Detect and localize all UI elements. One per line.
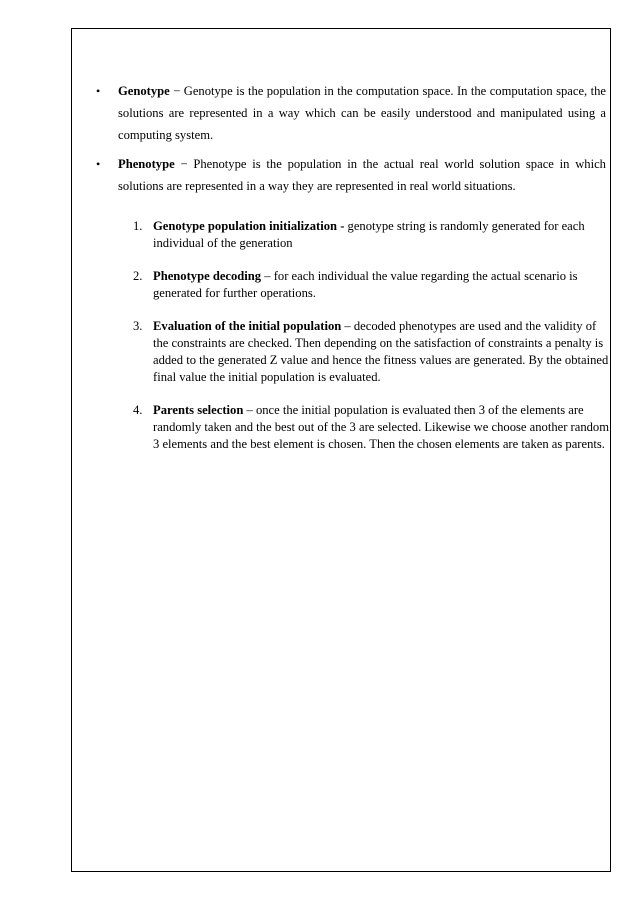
step-term: Parents selection: [153, 403, 244, 417]
step-term: Genotype population initialization: [153, 219, 338, 233]
bullet-icon: •: [96, 157, 101, 171]
separator: –: [261, 269, 274, 283]
term-genotype: Genotype: [118, 84, 170, 98]
separator: −: [169, 84, 184, 98]
step-number: 2.: [133, 269, 143, 283]
definition-phenotype: Phenotype is the population in the actual real world solution space in which solutions are represented in a way they are represented in real world situations.: [118, 157, 606, 193]
step-number: 1.: [133, 219, 143, 233]
step-text: once the initial population is evaluated then 3 of the elements are randomly taken and the best out of the 3 are selected. Likewise we choose another random 3 elements and the best element is chosen. Then the chosen elements are taken as parents.: [153, 403, 610, 451]
step-text: decoded phenotypes are used and the validity of the constraints are checked. Then depending on the satisfaction of constraints a penalty is added to the generated Z value and hence the fitness values are generated. By the obtained final value the initial population is evaluated.: [153, 319, 609, 384]
separator: -: [337, 219, 348, 233]
definition-list: [94, 80, 606, 204]
step-text: for each individual the value regarding the actual scenario is generated for further operations.: [153, 269, 578, 300]
separator: –: [341, 319, 354, 333]
term-phenotype: Phenotype: [118, 157, 175, 171]
step-number: 4.: [133, 403, 143, 417]
list-item-phenotype: [94, 153, 606, 197]
step-term: Evaluation of the initial population: [153, 319, 342, 333]
step-text: genotype string is randomly generated for each individual of the generation: [153, 219, 585, 250]
separator: –: [243, 403, 256, 417]
bullet-icon: •: [96, 84, 101, 98]
step-item-4: [133, 402, 611, 453]
step-item-1: [133, 218, 611, 252]
step-item-2: [133, 268, 611, 302]
list-item-genotype: [94, 80, 606, 146]
step-term: Phenotype decoding: [153, 269, 262, 283]
step-item-3: [133, 318, 611, 386]
definition-genotype: Genotype is the population in the computation space. In the computation space, the solutions are represented in a way which can be easily understood and manipulated using a computing system.: [118, 84, 606, 142]
separator: −: [174, 157, 194, 171]
step-number: 3.: [133, 319, 143, 333]
steps-list: [133, 218, 611, 469]
